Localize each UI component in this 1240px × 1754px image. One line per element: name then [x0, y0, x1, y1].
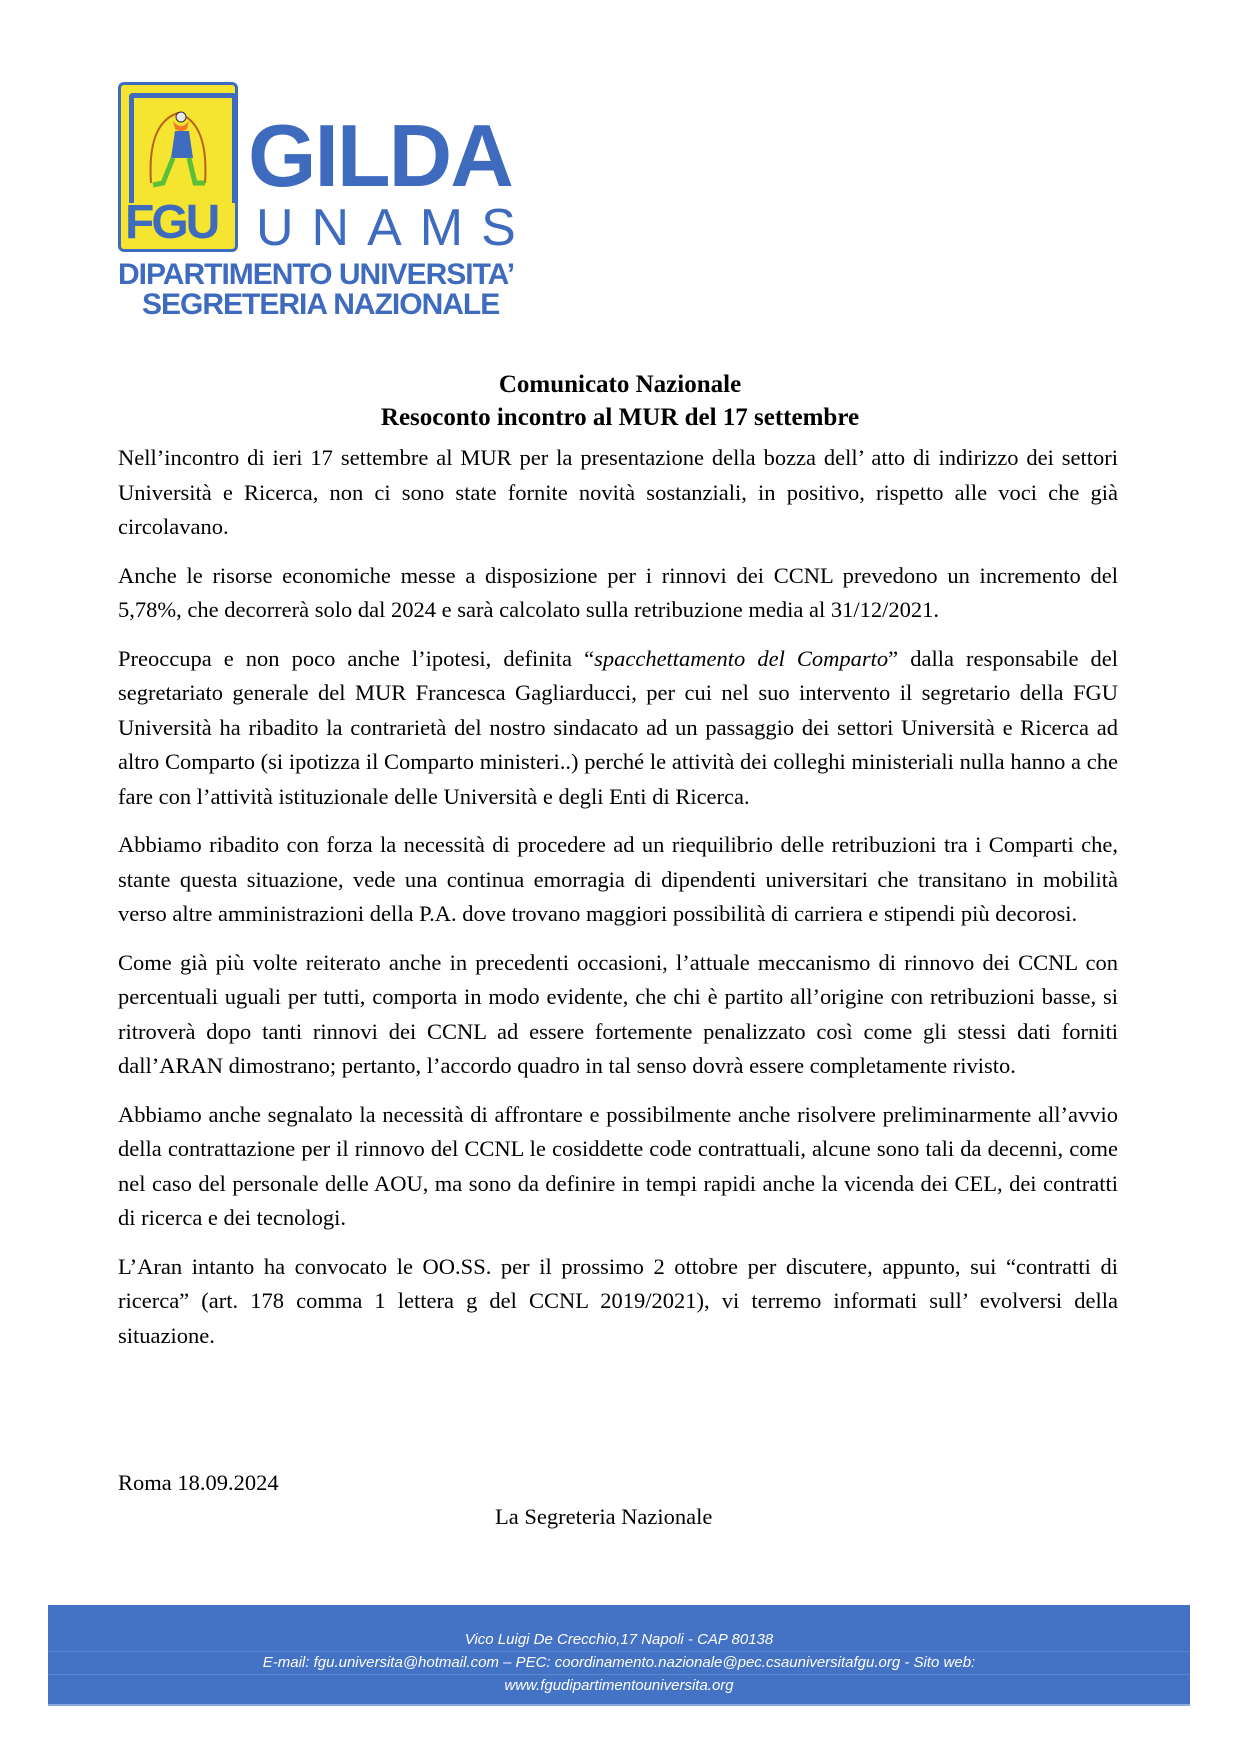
paragraph: Anche le risorse economiche messe a disposizione per i rinnovi dei CCNL prevedono un incremento del 5,78%, che decorrerà solo dal 2024 e sarà calcolato sulla retribuzione media al 31/12/2021.: [118, 562, 1118, 622]
paragraph: Abbiamo ribadito con forza la necessità di procedere ad un riequilibrio delle retribuzioni tra i Comparti che, stante questa situazione, vede una continua emorragia di dipendenti universitari che transitano in mobilità verso altre amministrazioni della P.A. dove trovano maggiori possibilità di carriera e stipendi più decorosi.: [118, 832, 1118, 926]
organization-logo: [118, 82, 534, 322]
logo-office: SEGRETERIA NAZIONALE: [142, 288, 500, 321]
logo-badge: [118, 82, 238, 252]
logo-brand-subname: UNAMS: [256, 199, 534, 257]
document-date: Roma 18.09.2024: [118, 1470, 279, 1495]
footer-website-link[interactable]: www.fgudipartimentouniversita.org: [504, 1677, 734, 1694]
logo-badge-text: FGU: [125, 196, 218, 249]
paragraph: Come già più volte reiterato anche in precedenti occasioni, l’attuale meccanismo di rinnovo dei CCNL con percentuali uguali per tutti, comporta in modo evidente, che chi è partito all’origine con retribuzioni basse, si ritroverà dopo tanti rinnovi dei CCNL ad essere fortemente penalizzato così come gli stessi dati forniti dall’ARAN dimostrano; pertanto, l’accordo quadro in tal senso dovrà essere completamente rivisto.: [118, 949, 1118, 1078]
paragraph: [118, 642, 1118, 815]
paragraph-text: Preoccupa e non poco anche l’ipotesi, definita “: [118, 645, 595, 671]
document-body: [118, 441, 1118, 1353]
paragraph: Abbiamo anche segnalato la necessità di affrontare e possibilmente anche risolvere preliminarmente all’avvio della contrattazione per il rinnovo del CCNL le cosiddette code contrattuali, alcune sono tali da decenni, come nel caso del personale delle AOU, ma sono da definire in tempi rapidi anche la vicenda dei CEL, dei contratti di ricerca e dei tecnologi.: [118, 1101, 1118, 1230]
paragraph: Nell’incontro di ieri 17 settembre al MUR per la presentazione della bozza dell’ atto di indirizzo dei settori Università e Ricerca, non ci sono state fornite novità sostanziali, in positivo, rispetto alle voci che già circolavano.: [118, 445, 1118, 539]
document-title: Comunicato Nazionale: [498, 371, 742, 398]
paragraph-text: ” dalla responsabile del segretariato generale del MUR Francesca Gagliarducci, per cui nel suo intervento il segretario della FGU Università ha ribadito la contrarietà del nostro sindacato ad un passaggio dei settori Università e Ricerca ad altro Comparto (si ipotizza il Comparto ministeri..) perché le attività dei colleghi ministeriali nulla hanno a che fare con l’attività istituzionale delle Università e degli Enti di Ricerca.: [118, 645, 1118, 809]
logo-brand-name: GILDA: [248, 106, 512, 205]
logo-department: DIPARTIMENTO UNIVERSITA’: [118, 258, 515, 291]
footer-address: Vico Luigi De Crecchio,17 Napoli - CAP 80138: [464, 1631, 774, 1648]
footer-band: [48, 1605, 1190, 1706]
jester-icon: [143, 103, 213, 193]
document-signature: La Segreteria Nazionale: [495, 1504, 713, 1529]
paragraph: L’Aran intanto ha convocato le OO.SS. per il prossimo 2 ottobre per discutere, appunto, sui “contratti di ricerca” (art. 178 comma 1 lettera g del CCNL 2019/2021), vi terremo informati sull’ evolversi della situazione.: [118, 1253, 1118, 1348]
document-subtitle: Resoconto incontro al MUR del 17 settembre: [380, 404, 860, 431]
paragraph-emphasis: spacchettamento del Comparto: [594, 645, 889, 671]
footer-contacts: E-mail: fgu.universita@hotmail.com – PEC: coordinamento.nazionale@pec.csauniversitafgu.org - Sito web:: [262, 1654, 976, 1671]
